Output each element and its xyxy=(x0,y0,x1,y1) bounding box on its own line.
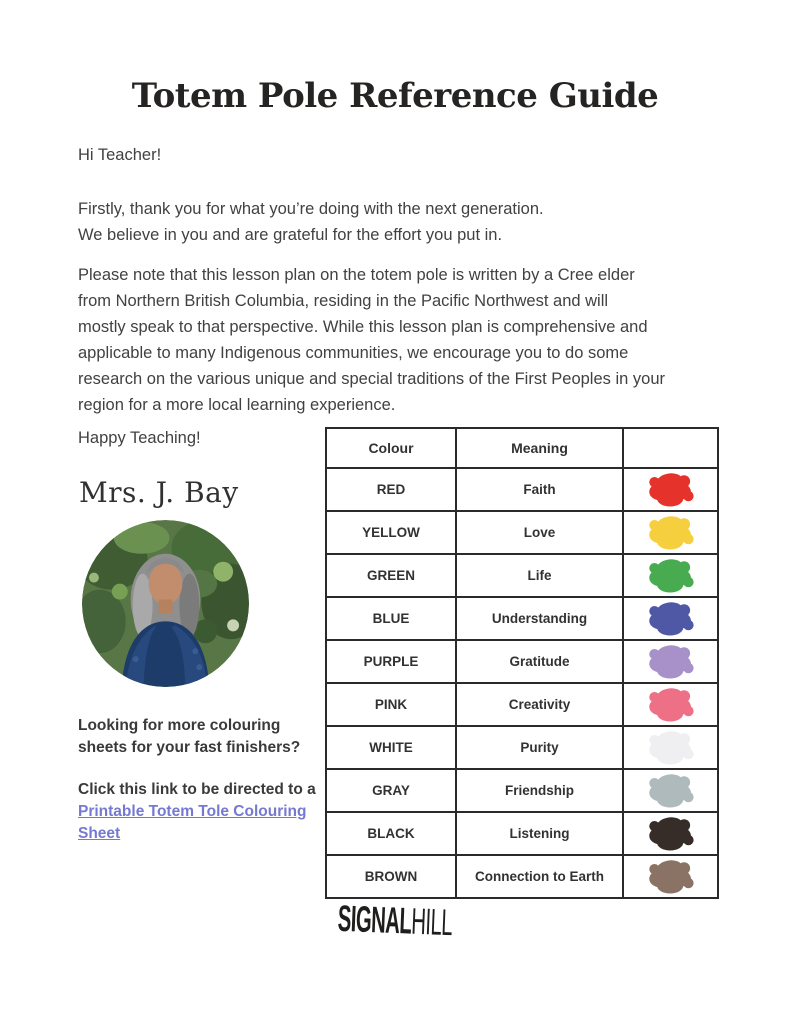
meaning-cell: Purity xyxy=(456,726,623,769)
meaning-cell: Life xyxy=(456,554,623,597)
meaning-cell: Creativity xyxy=(456,683,623,726)
page-title: Totem Pole Reference Guide xyxy=(131,76,659,116)
paint-swatch-icon xyxy=(640,599,702,639)
footer xyxy=(0,897,790,944)
colour-cell: GREEN xyxy=(326,554,456,597)
table-row xyxy=(326,468,718,511)
colour-meaning-table xyxy=(325,427,719,899)
colour-cell: BROWN xyxy=(326,855,456,898)
note-line: region for a more local learning experience. xyxy=(78,396,396,414)
meaning-cell: Connection to Earth xyxy=(456,855,623,898)
intro-line: Firstly, thank you for what you’re doing with the next generation. xyxy=(78,200,544,218)
fast-finishers-line: Looking for more colouring xyxy=(78,717,281,734)
table-row xyxy=(326,855,718,898)
note-line: applicable to many Indigenous communities, we encourage you to do some xyxy=(78,344,629,362)
note-paragraph xyxy=(78,262,665,418)
paint-swatch-icon xyxy=(640,814,702,854)
table-row xyxy=(326,683,718,726)
table-header-row xyxy=(326,428,718,468)
swatch-cell xyxy=(623,812,718,855)
colour-cell: RED xyxy=(326,468,456,511)
meaning-header: Meaning xyxy=(456,428,623,468)
paint-swatch-icon xyxy=(640,642,702,682)
paint-swatch-icon xyxy=(640,470,702,510)
colour-header: Colour xyxy=(326,428,456,468)
paint-swatch-icon xyxy=(640,556,702,596)
table-row xyxy=(326,812,718,855)
signature-text: Mrs. J. Bay xyxy=(79,476,239,509)
colour-cell: WHITE xyxy=(326,726,456,769)
note-line: from Northern British Columbia, residing in the Pacific Northwest and will xyxy=(78,292,609,310)
link-note xyxy=(78,779,316,845)
colour-cell: YELLOW xyxy=(326,511,456,554)
table-row xyxy=(326,554,718,597)
paint-swatch-icon xyxy=(640,685,702,725)
colouring-sheet-link-line: Printable Totem Tole Colouring xyxy=(78,803,307,820)
colour-cell: BLACK xyxy=(326,812,456,855)
paint-swatch-icon xyxy=(640,857,702,897)
swatch-cell xyxy=(623,597,718,640)
greeting-text: Hi Teacher! xyxy=(78,146,162,164)
closing-text: Happy Teaching! xyxy=(78,429,201,447)
table-row xyxy=(326,511,718,554)
paint-swatch-icon xyxy=(640,728,702,768)
fast-finishers-note xyxy=(78,715,300,759)
note-line: research on the various unique and special traditions of the First Peoples in your xyxy=(78,370,665,388)
colouring-sheet-link-line: Sheet xyxy=(78,825,121,842)
table-row xyxy=(326,640,718,683)
author-photo xyxy=(82,520,249,687)
table-row xyxy=(326,726,718,769)
paint-swatch-icon xyxy=(640,513,702,553)
colour-cell: BLUE xyxy=(326,597,456,640)
colour-cell: GRAY xyxy=(326,769,456,812)
meaning-cell: Friendship xyxy=(456,769,623,812)
swatch-cell xyxy=(623,468,718,511)
meaning-cell: Listening xyxy=(456,812,623,855)
colour-cell: PINK xyxy=(326,683,456,726)
meaning-cell: Understanding xyxy=(456,597,623,640)
swatch-cell xyxy=(623,855,718,898)
intro-line: We believe in you and are grateful for the effort you put in. xyxy=(78,226,503,244)
colouring-sheet-link[interactable] xyxy=(78,801,316,845)
intro-paragraph xyxy=(78,196,544,248)
meaning-cell: Faith xyxy=(456,468,623,511)
swatch-header xyxy=(623,428,718,468)
table-row xyxy=(326,597,718,640)
paint-swatch-icon xyxy=(640,771,702,811)
swatch-cell xyxy=(623,640,718,683)
fast-finishers-line: sheets for your fast finishers? xyxy=(78,739,301,756)
note-line: mostly speak to that perspective. While this lesson plan is comprehensive and xyxy=(78,318,648,336)
logo-text-signal: SIGNAL xyxy=(337,897,413,942)
colour-cell: PURPLE xyxy=(326,640,456,683)
link-intro-text: Click this link to be directed to a xyxy=(78,781,316,798)
note-line: Please note that this lesson plan on the totem pole is written by a Cree elder xyxy=(78,266,635,284)
logo-text-hill: HILL xyxy=(410,900,453,944)
table-row xyxy=(326,769,718,812)
swatch-cell xyxy=(623,511,718,554)
meaning-cell: Gratitude xyxy=(456,640,623,683)
swatch-cell xyxy=(623,683,718,726)
swatch-cell xyxy=(623,726,718,769)
meaning-cell: Love xyxy=(456,511,623,554)
author-photo-illustration xyxy=(82,520,249,687)
signalhill-logo xyxy=(337,899,453,943)
swatch-cell xyxy=(623,769,718,812)
swatch-cell xyxy=(623,554,718,597)
